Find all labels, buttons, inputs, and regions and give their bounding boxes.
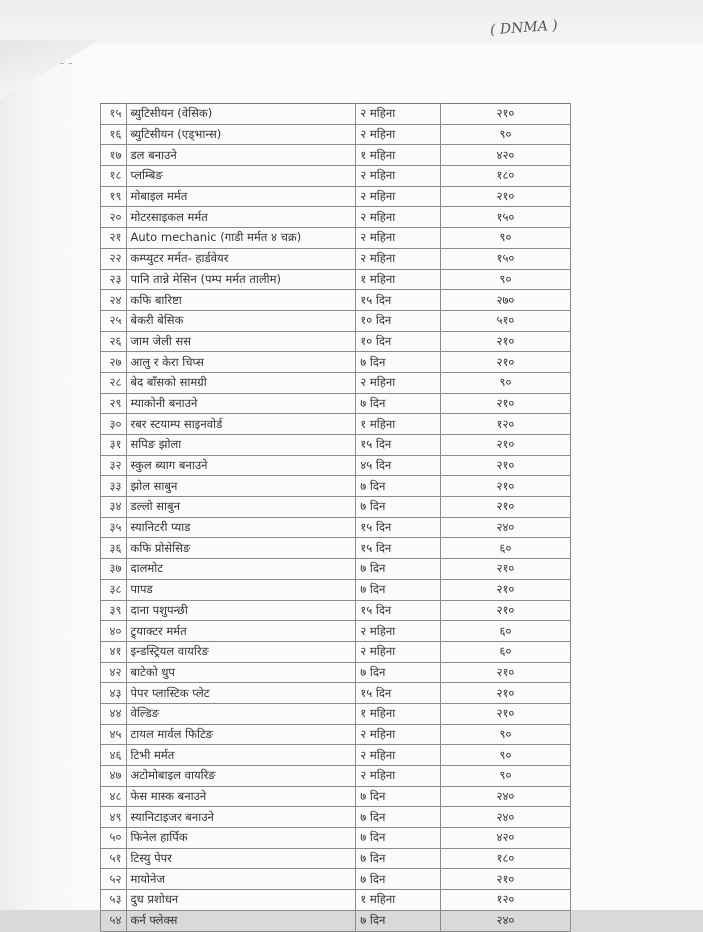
table-row xyxy=(101,890,571,911)
training-title: सपिङ झोला xyxy=(126,435,356,456)
participant-count: ६० xyxy=(440,641,570,662)
participant-count: २१० xyxy=(440,559,570,580)
training-duration: १० दिन xyxy=(356,331,441,352)
table-row xyxy=(101,248,571,269)
row-number: २६ xyxy=(101,331,127,352)
participant-count: २१० xyxy=(440,869,570,890)
training-title: कम्प्युटर मर्मत- हार्डवेयर xyxy=(126,248,356,269)
table-row xyxy=(101,828,571,849)
training-title: कर्न फ्लेक्स xyxy=(126,910,356,931)
training-title: अटोमोबाइल वायरिङ xyxy=(126,766,356,787)
table-row xyxy=(101,641,571,662)
participant-count: १५० xyxy=(440,248,570,269)
table-row xyxy=(101,228,571,249)
training-title: टायल मार्वल फिटिङ xyxy=(126,724,356,745)
participant-count: १२० xyxy=(440,414,570,435)
table-row xyxy=(101,703,571,724)
training-duration: ४५ दिन xyxy=(356,455,441,476)
participant-count: २४० xyxy=(440,786,570,807)
row-number: ४२ xyxy=(101,662,127,683)
table-row xyxy=(101,786,571,807)
table-row xyxy=(101,745,571,766)
row-number: ३३ xyxy=(101,476,127,497)
participant-count: २१० xyxy=(440,600,570,621)
row-number: २५ xyxy=(101,310,127,331)
participant-count: ९० xyxy=(440,724,570,745)
participant-count: ४२० xyxy=(440,828,570,849)
training-title: टिभी मर्मत xyxy=(126,745,356,766)
row-number: १६ xyxy=(101,124,127,145)
training-title: बाटेको धुप xyxy=(126,662,356,683)
table-row xyxy=(101,559,571,580)
training-duration: ७ दिन xyxy=(356,559,441,580)
participant-count: २१० xyxy=(440,393,570,414)
training-duration: ७ दिन xyxy=(356,869,441,890)
row-number: ५१ xyxy=(101,848,127,869)
training-title: वेल्डिङ xyxy=(126,703,356,724)
row-number: ३८ xyxy=(101,579,127,600)
row-number: २७ xyxy=(101,352,127,373)
training-duration: २ महिना xyxy=(356,166,441,187)
row-number: १७ xyxy=(101,145,127,166)
table-row xyxy=(101,910,571,931)
training-duration: २ महिना xyxy=(356,621,441,642)
participant-count: १८० xyxy=(440,848,570,869)
row-number: ४९ xyxy=(101,807,127,828)
table-row xyxy=(101,352,571,373)
row-number: ४६ xyxy=(101,745,127,766)
training-duration: १५ दिन xyxy=(356,683,441,704)
table-row xyxy=(101,662,571,683)
row-number: २२ xyxy=(101,248,127,269)
table-row xyxy=(101,331,571,352)
row-number: २९ xyxy=(101,393,127,414)
row-number: ३९ xyxy=(101,600,127,621)
training-title: दाना पशुपन्छी xyxy=(126,600,356,621)
table-row xyxy=(101,724,571,745)
training-duration: ७ दिन xyxy=(356,848,441,869)
training-duration: २ महिना xyxy=(356,186,441,207)
table-row xyxy=(101,124,571,145)
table-row xyxy=(101,455,571,476)
training-duration: १५ दिन xyxy=(356,290,441,311)
participant-count: २१० xyxy=(440,579,570,600)
table-row xyxy=(101,807,571,828)
training-duration: ७ दिन xyxy=(356,393,441,414)
row-number: १९ xyxy=(101,186,127,207)
training-duration: २ महिना xyxy=(356,372,441,393)
participant-count: २७० xyxy=(440,290,570,311)
scan-shadow-band xyxy=(0,0,703,44)
participant-count: १८० xyxy=(440,166,570,187)
participant-count: ९० xyxy=(440,269,570,290)
training-title: कफि बारिष्टा xyxy=(126,290,356,311)
row-number: ४७ xyxy=(101,766,127,787)
training-duration: ७ दिन xyxy=(356,786,441,807)
training-title: झोल साबुन xyxy=(126,476,356,497)
participant-count: २१० xyxy=(440,331,570,352)
table-row xyxy=(101,848,571,869)
training-title: मोटरसाइकल मर्मत xyxy=(126,207,356,228)
handwritten-note: ( DNMA ) xyxy=(489,17,559,39)
page-corner-fold xyxy=(0,40,100,100)
training-title: ब्युटिसीयन (एड्भान्स) xyxy=(126,124,356,145)
row-number: ३६ xyxy=(101,538,127,559)
training-table xyxy=(100,103,571,932)
row-number: ३४ xyxy=(101,497,127,518)
participant-count: १५० xyxy=(440,207,570,228)
training-duration: १५ दिन xyxy=(356,600,441,621)
training-title: स्यानिटरी प्याड xyxy=(126,517,356,538)
training-duration: २ महिना xyxy=(356,724,441,745)
table-row xyxy=(101,600,571,621)
training-duration: २ महिना xyxy=(356,124,441,145)
training-duration: ७ दिन xyxy=(356,579,441,600)
table-row xyxy=(101,683,571,704)
row-number: ४० xyxy=(101,621,127,642)
training-duration: २ महिना xyxy=(356,104,441,125)
training-duration: ७ दिन xyxy=(356,476,441,497)
training-duration: १५ दिन xyxy=(356,517,441,538)
training-title: डल बनाउने xyxy=(126,145,356,166)
training-duration: १५ दिन xyxy=(356,435,441,456)
table-row xyxy=(101,310,571,331)
table-row xyxy=(101,207,571,228)
table-row xyxy=(101,414,571,435)
participant-count: २१० xyxy=(440,497,570,518)
training-duration: ७ दिन xyxy=(356,662,441,683)
training-table-body xyxy=(101,104,571,932)
training-title: Auto mechanic (गाडी मर्मत ४ चक्र) xyxy=(126,228,356,249)
row-number: २० xyxy=(101,207,127,228)
training-duration: १ महिना xyxy=(356,145,441,166)
participant-count: ९० xyxy=(440,124,570,145)
participant-count: ९० xyxy=(440,228,570,249)
training-title: स्कुल ब्याग बनाउने xyxy=(126,455,356,476)
table-row xyxy=(101,579,571,600)
table-row xyxy=(101,476,571,497)
row-number: ४८ xyxy=(101,786,127,807)
participant-count: ६० xyxy=(440,538,570,559)
training-duration: २ महिना xyxy=(356,248,441,269)
row-number: ३० xyxy=(101,414,127,435)
participant-count: २१० xyxy=(440,703,570,724)
training-duration: ७ दिन xyxy=(356,497,441,518)
participant-count: २४० xyxy=(440,807,570,828)
training-duration: ७ दिन xyxy=(356,910,441,931)
participant-count: २१० xyxy=(440,352,570,373)
training-duration: १५ दिन xyxy=(356,538,441,559)
training-title: पेपर प्लास्टिक प्लेट xyxy=(126,683,356,704)
training-duration: १ महिना xyxy=(356,703,441,724)
training-duration: २ महिना xyxy=(356,207,441,228)
table-row xyxy=(101,166,571,187)
training-duration: २ महिना xyxy=(356,745,441,766)
training-duration: १० दिन xyxy=(356,310,441,331)
table-row xyxy=(101,372,571,393)
row-number: ५३ xyxy=(101,890,127,911)
row-number: ३२ xyxy=(101,455,127,476)
table-row xyxy=(101,766,571,787)
training-duration: ७ दिन xyxy=(356,828,441,849)
participant-count: ५१० xyxy=(440,310,570,331)
training-title: बेद बाँसको सामग्री xyxy=(126,372,356,393)
participant-count: २४० xyxy=(440,910,570,931)
participant-count: ९० xyxy=(440,745,570,766)
participant-count: ९० xyxy=(440,372,570,393)
training-title: डल्लो साबुन xyxy=(126,497,356,518)
participant-count: ६० xyxy=(440,621,570,642)
training-duration: २ महिना xyxy=(356,641,441,662)
training-title: दुध प्रशोधन xyxy=(126,890,356,911)
table-row xyxy=(101,435,571,456)
participant-count: २१० xyxy=(440,186,570,207)
training-title: ट्र्याक्टर मर्मत xyxy=(126,621,356,642)
training-title: मायोनेज xyxy=(126,869,356,890)
training-duration: ७ दिन xyxy=(356,352,441,373)
participant-count: २१० xyxy=(440,104,570,125)
training-duration: २ महिना xyxy=(356,766,441,787)
row-number: ३१ xyxy=(101,435,127,456)
training-duration: १ महिना xyxy=(356,414,441,435)
row-number: ४३ xyxy=(101,683,127,704)
table-row xyxy=(101,538,571,559)
participant-count: ९० xyxy=(440,766,570,787)
training-title: बेकरी बेसिक xyxy=(126,310,356,331)
participant-count: २४० xyxy=(440,517,570,538)
training-title: म्याकोनी बनाउने xyxy=(126,393,356,414)
training-title: जाम जेली सस xyxy=(126,331,356,352)
training-title: टिस्यु पेपर xyxy=(126,848,356,869)
participant-count: २१० xyxy=(440,683,570,704)
participant-count: २१० xyxy=(440,476,570,497)
margin-scribble: - - xyxy=(60,56,73,70)
table-row xyxy=(101,269,571,290)
row-number: ४४ xyxy=(101,703,127,724)
table-row xyxy=(101,869,571,890)
row-number: ५२ xyxy=(101,869,127,890)
training-title: फिनेल हार्पिक xyxy=(126,828,356,849)
row-number: २१ xyxy=(101,228,127,249)
row-number: १८ xyxy=(101,166,127,187)
training-title: इन्डस्ट्रियल वायरिङ xyxy=(126,641,356,662)
training-title: पापड xyxy=(126,579,356,600)
row-number: २८ xyxy=(101,372,127,393)
training-duration: ७ दिन xyxy=(356,807,441,828)
row-number: ३७ xyxy=(101,559,127,580)
training-duration: १ महिना xyxy=(356,269,441,290)
row-number: २३ xyxy=(101,269,127,290)
participant-count: १२० xyxy=(440,890,570,911)
table-row xyxy=(101,145,571,166)
participant-count: २१० xyxy=(440,662,570,683)
table-row xyxy=(101,497,571,518)
participant-count: ४२० xyxy=(440,145,570,166)
table-row xyxy=(101,621,571,642)
table-row xyxy=(101,517,571,538)
training-title: ब्युटिसीयन (वेसिक) xyxy=(126,104,356,125)
row-number: ५४ xyxy=(101,910,127,931)
row-number: ४१ xyxy=(101,641,127,662)
row-number: १५ xyxy=(101,104,127,125)
table-row xyxy=(101,104,571,125)
table-row xyxy=(101,186,571,207)
table-row xyxy=(101,290,571,311)
row-number: ५० xyxy=(101,828,127,849)
training-duration: २ महिना xyxy=(356,228,441,249)
participant-count: २१० xyxy=(440,435,570,456)
training-title: मोबाइल मर्मत xyxy=(126,186,356,207)
training-title: रबर स्टयाम्प साइनवोर्ड xyxy=(126,414,356,435)
training-title: प्लम्बिङ xyxy=(126,166,356,187)
training-title: फेस मास्क बनाउने xyxy=(126,786,356,807)
participant-count: २१० xyxy=(440,455,570,476)
row-number: ४५ xyxy=(101,724,127,745)
training-title: दालमोट xyxy=(126,559,356,580)
training-title: आलु र केरा चिप्स xyxy=(126,352,356,373)
table-row xyxy=(101,393,571,414)
row-number: ३५ xyxy=(101,517,127,538)
training-title: स्यानिटाइजर बनाउने xyxy=(126,807,356,828)
training-title: पानि तान्ने मेसिन (पम्प मर्मत तालीम) xyxy=(126,269,356,290)
training-duration: १ महिना xyxy=(356,890,441,911)
row-number: २४ xyxy=(101,290,127,311)
training-title: कफि प्रोसेसिङ xyxy=(126,538,356,559)
